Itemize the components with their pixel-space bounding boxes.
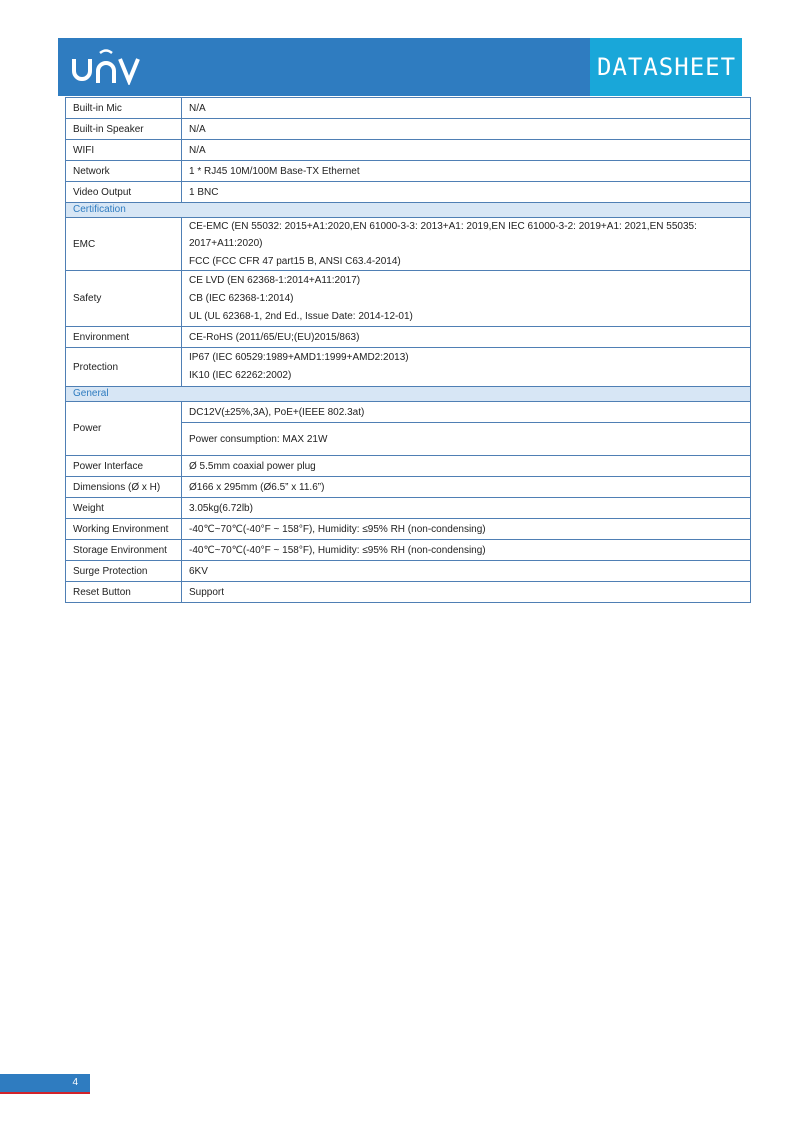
spec-value xyxy=(182,348,751,387)
section-heading: Certification xyxy=(66,203,751,218)
section-row-general xyxy=(66,387,751,402)
spec-key: Surge Protection xyxy=(66,561,182,582)
datasheet-header xyxy=(58,38,742,96)
table-row xyxy=(66,348,751,387)
table-row xyxy=(66,218,751,271)
spec-key: WIFI xyxy=(66,140,182,161)
table-row xyxy=(66,519,751,540)
datasheet-badge: DATASHEET xyxy=(590,38,742,96)
spec-value: 6KV xyxy=(182,561,751,582)
spec-key: Weight xyxy=(66,498,182,519)
table-row xyxy=(66,182,751,203)
spec-line: FCC (FCC CFR 47 part15 B, ANSI C63.4-2014) xyxy=(189,256,401,267)
table-row xyxy=(66,561,751,582)
page-number: 4 xyxy=(0,1074,90,1092)
spec-table xyxy=(65,97,751,603)
spec-value: 1 * RJ45 10M/100M Base-TX Ethernet xyxy=(182,161,751,182)
unv-logo-graphic xyxy=(72,47,144,85)
spec-key: Network xyxy=(66,161,182,182)
table-row xyxy=(66,140,751,161)
table-row xyxy=(66,402,751,423)
spec-line: UL (UL 62368-1, 2nd Ed., Issue Date: 2014-12-01) xyxy=(189,310,413,322)
spec-value: -40℃~70℃(-40°F ~ 158°F), Humidity: ≤95% RH (non-condensing) xyxy=(182,540,751,561)
spec-key: Video Output xyxy=(66,182,182,203)
footer-accent-line xyxy=(0,1092,90,1094)
spec-value: Ø166 x 295mm (Ø6.5” x 11.6”) xyxy=(182,477,751,498)
spec-key: Built-in Speaker xyxy=(66,119,182,140)
spec-value: N/A xyxy=(182,140,751,161)
spec-key: Power Interface xyxy=(66,456,182,477)
spec-key: Power xyxy=(66,402,182,456)
table-row xyxy=(66,327,751,348)
spec-value xyxy=(182,218,751,271)
table-row xyxy=(66,540,751,561)
table-row xyxy=(66,477,751,498)
spec-key: Working Environment xyxy=(66,519,182,540)
table-row xyxy=(66,119,751,140)
spec-key: Reset Button xyxy=(66,582,182,603)
spec-value: N/A xyxy=(182,98,751,119)
spec-key: Dimensions (Ø x H) xyxy=(66,477,182,498)
spec-key: Protection xyxy=(66,348,182,387)
spec-key: EMC xyxy=(66,218,182,271)
spec-value: Support xyxy=(182,582,751,603)
spec-key: Storage Environment xyxy=(66,540,182,561)
spec-value: CE-RoHS (2011/65/EU;(EU)2015/863) xyxy=(182,327,751,348)
spec-value: 3.05kg(6.72lb) xyxy=(182,498,751,519)
spec-value: Power consumption: MAX 21W xyxy=(182,423,751,456)
spec-line: CB (IEC 62368-1:2014) xyxy=(189,292,294,304)
spec-value: N/A xyxy=(182,119,751,140)
unv-logo xyxy=(72,47,144,85)
table-row xyxy=(66,271,751,327)
table-row xyxy=(66,456,751,477)
spec-line: IP67 (IEC 60529:1989+AMD1:1999+AMD2:2013) xyxy=(189,352,409,363)
section-row-certification xyxy=(66,203,751,218)
spec-line: CE-EMC (EN 55032: 2015+A1:2020,EN 61000-3-3: 2013+A1: 2019,EN IEC 61000-3-2: 2019+A1: 2021,EN 55035: 2017+A11:2020) xyxy=(189,221,697,249)
spec-value xyxy=(182,271,751,327)
spec-value: DC12V(±25%,3A), PoE+(IEEE 802.3at) xyxy=(182,402,751,423)
spec-value: Ø 5.5mm coaxial power plug xyxy=(182,456,751,477)
spec-key: Safety xyxy=(66,271,182,327)
spec-key: Built-in Mic xyxy=(66,98,182,119)
spec-line: CE LVD (EN 62368-1:2014+A11:2017) xyxy=(189,274,361,286)
spec-value: 1 BNC xyxy=(182,182,751,203)
table-row xyxy=(66,582,751,603)
table-row xyxy=(66,161,751,182)
table-row xyxy=(66,98,751,119)
spec-key: Environment xyxy=(66,327,182,348)
spec-line: IK10 (IEC 62262:2002) xyxy=(189,370,292,381)
section-heading: General xyxy=(66,387,751,402)
spec-value: -40℃~70℃(-40°F ~ 158°F), Humidity: ≤95% RH (non-condensing) xyxy=(182,519,751,540)
table-row xyxy=(66,498,751,519)
